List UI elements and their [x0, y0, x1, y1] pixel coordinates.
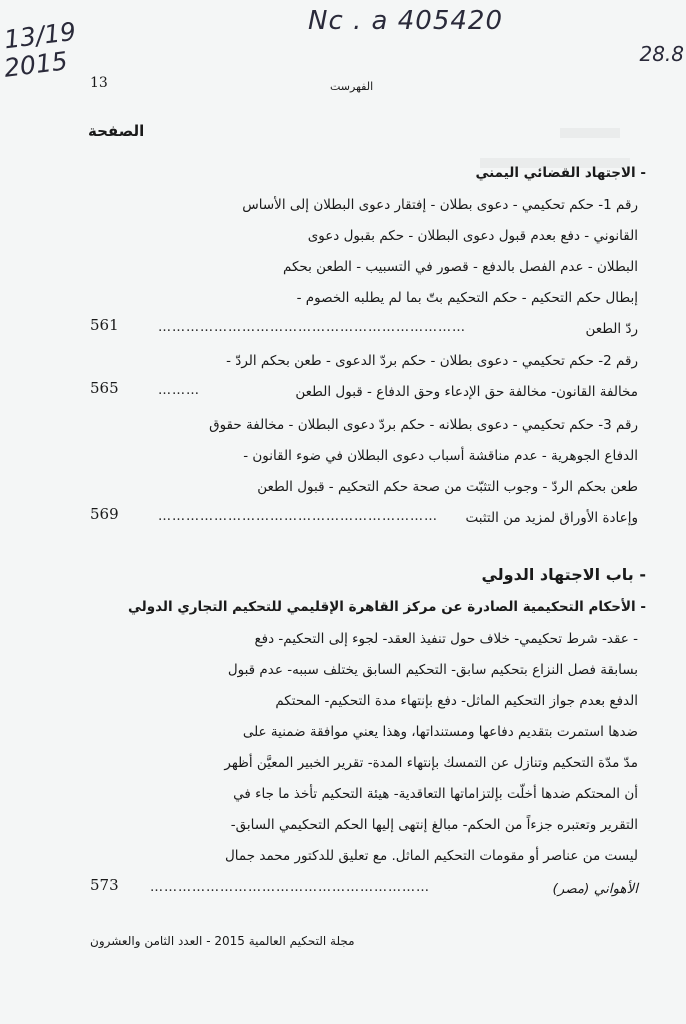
handwritten-corner-mark: 28.8	[639, 42, 684, 66]
page-column-heading: الصفحة	[88, 122, 145, 140]
toc-entry-line: البطلان - عدم الفصل بالدفع - قصور في التسبيب - الطعن بحكم	[282, 259, 638, 275]
toc-entry-line: الأهواني (مصر)	[552, 881, 638, 897]
toc-entry-line: إبطال حكم التحكيم - حكم التحكيم بتّ بما لم يطلبه الخصوم -	[296, 290, 638, 306]
toc-page-number: 565	[90, 379, 119, 397]
toc-entry-line: الدفاع الجوهرية - عدم مناقشة أسباب دعوى البطلان في ضوء القانون -	[243, 448, 638, 464]
toc-entry-line: القانوني - دفع بعدم قبول دعوى البطلان - حكم بقبول دعوى	[307, 228, 638, 244]
section-title: - باب الاجتهاد الدولي	[481, 565, 646, 584]
running-title: الفهرست	[330, 80, 374, 93]
section-subtitle: - الأحكام التحكيمية الصادرة عن مركز القاهرة الإقليمي للتحكيم التجاري الدولي	[128, 599, 646, 615]
toc-entry-line: مخالفة القانون- مخالفة حق الإدعاء وحق الدفاع - قبول الطعن	[295, 384, 638, 400]
toc-entry-line: طعن بحكم الردّ - وجوب التثبّت من صحة حكم التحكيم - قبول الطعن	[257, 479, 638, 495]
leader-dots: ……………………………………………………	[150, 880, 430, 895]
journal-footer: مجلة التحكيم العالمية 2015 - العدد الثامن والعشرون	[90, 934, 355, 948]
handwritten-year: 2015	[2, 46, 70, 83]
section-title: - الاجتهاد القضائي اليمني	[475, 165, 646, 181]
leader-dots: ………	[158, 383, 200, 398]
toc-entry-line: رقم 1- حكم تحكيمي - دعوى بطلان - إفتقار دعوى البطلان إلى الأساس	[242, 197, 638, 213]
toc-entry-line: ضدها استمرت بتقديم دفاعها ومستنداتها، وهذا يعني موافقة ضمنية على	[242, 724, 638, 740]
leader-dots: …………………………………………………………	[158, 320, 466, 335]
toc-entry-line: رقم 3- حكم تحكيمي - دعوى بطلانه - حكم بردّ دعوى البطلان - مخالفة حقوق	[209, 417, 638, 433]
toc-entry-line: - عقد- شرط تحكيمي- خلاف حول تنفيذ العقد- لجوء إلى التحكيم- دفع	[254, 631, 638, 647]
leader-dots: ……………………………………………………	[158, 509, 438, 524]
toc-entry-line: رقم 2- حكم تحكيمي - دعوى بطلان - حكم بردّ الدعوى - طعن بحكم الردّ -	[226, 353, 638, 369]
page-number: 13	[90, 75, 108, 91]
handwritten-date: 13/19	[2, 16, 78, 55]
toc-page-number: 569	[90, 505, 119, 523]
toc-entry-line: الدفع بعدم جواز التحكيم الماثل- دفع بإنتهاء مدة التحكيم- المحتكم	[275, 693, 638, 709]
handwritten-catalog-number: Nc . a 405420	[308, 6, 503, 36]
toc-entry-line: أن المحتكم ضدها أخلّت بإلتزاماتها التعاقدية- هيئة التحكيم تأخذ ما جاء في	[233, 786, 638, 802]
toc-page-number: 561	[90, 316, 119, 334]
toc-entry-line: وإعادة الأوراق لمزيد من التثبت	[465, 510, 638, 526]
toc-entry-line: التقرير وتعتبره جزءاً من الحكم- مبالغ إنتهى إليها الحكم التحكيمي السابق-	[230, 817, 638, 833]
toc-entry-line: مدّ مدّة التحكيم وتنازل عن التمسك بإنتهاء المدة- تقرير الخبير المعيَّن أظهر	[224, 755, 638, 771]
toc-entry-line: ردّ الطعن	[585, 321, 638, 337]
toc-page-number: 573	[90, 876, 119, 894]
show-through-artifact	[560, 128, 620, 138]
toc-entry-line: ليست من عناصر أو مقومات التحكيم الماثل. مع تعليق للدكتور محمد جمال	[225, 848, 638, 864]
toc-entry-line: بسابقة فصل النزاع بتحكيم سابق- التحكيم السابق يختلف سببه- عدم قبول	[227, 662, 638, 678]
